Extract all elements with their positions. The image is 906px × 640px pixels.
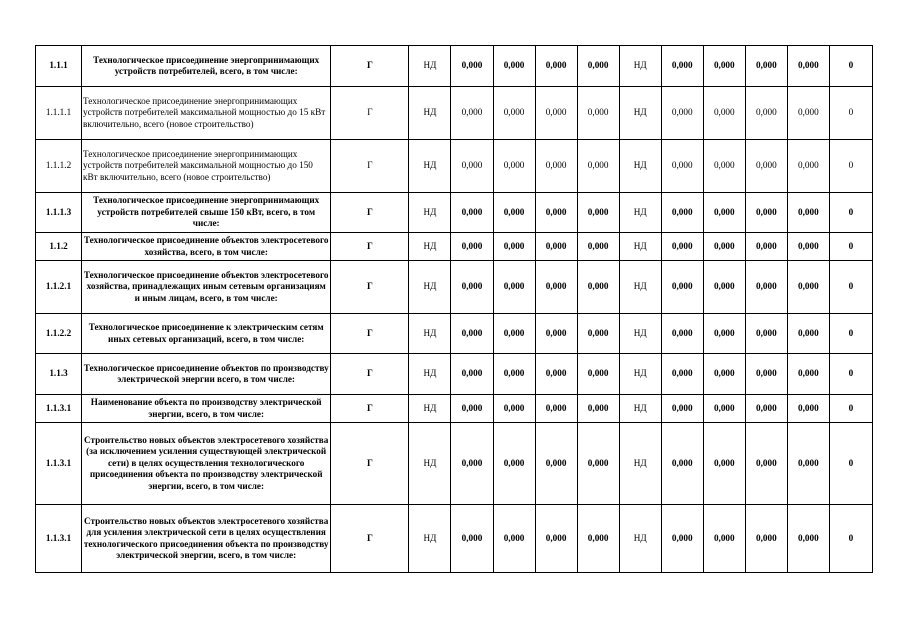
- row-value: 0,000: [661, 354, 703, 395]
- row-total: 0: [829, 87, 872, 140]
- row-value: 0,000: [787, 87, 829, 140]
- row-nd: НД: [619, 233, 661, 261]
- row-value: 0,000: [703, 87, 745, 140]
- table-row: [36, 46, 873, 87]
- row-nd: НД: [619, 354, 661, 395]
- row-value: 0,000: [577, 87, 619, 140]
- row-value: 0,000: [787, 233, 829, 261]
- row-value: 0,000: [577, 314, 619, 354]
- row-nd: НД: [409, 395, 451, 423]
- row-value: 0,000: [661, 140, 703, 193]
- row-value: 0,000: [703, 423, 745, 505]
- row-type: Г: [331, 193, 409, 233]
- row-nd: НД: [409, 505, 451, 573]
- row-value: 0,000: [577, 140, 619, 193]
- row-value: 0,000: [577, 193, 619, 233]
- row-nd: НД: [619, 87, 661, 140]
- row-value: 0,000: [493, 261, 535, 314]
- row-type: Г: [331, 261, 409, 314]
- row-type: Г: [331, 46, 409, 87]
- row-value: 0,000: [703, 233, 745, 261]
- row-total: 0: [829, 261, 872, 314]
- row-value: 0,000: [451, 354, 493, 395]
- row-type: Г: [331, 354, 409, 395]
- row-nd: НД: [619, 314, 661, 354]
- row-value: 0,000: [493, 193, 535, 233]
- row-value: 0,000: [451, 140, 493, 193]
- row-nd: НД: [409, 354, 451, 395]
- row-value: 0,000: [745, 423, 787, 505]
- row-value: 0,000: [745, 395, 787, 423]
- row-value: 0,000: [493, 314, 535, 354]
- row-value: 0,000: [493, 423, 535, 505]
- table-row: [36, 423, 873, 505]
- row-code: 1.1.1.1: [36, 87, 82, 140]
- table-row: [36, 140, 873, 193]
- row-type: Г: [331, 423, 409, 505]
- row-nd: НД: [619, 395, 661, 423]
- row-nd: НД: [409, 233, 451, 261]
- row-nd: НД: [409, 261, 451, 314]
- row-nd: НД: [619, 261, 661, 314]
- row-value: 0,000: [577, 423, 619, 505]
- row-nd: НД: [409, 423, 451, 505]
- row-nd: НД: [409, 193, 451, 233]
- table-row: [36, 233, 873, 261]
- row-value: 0,000: [577, 233, 619, 261]
- row-value: 0,000: [451, 233, 493, 261]
- row-type: Г: [331, 140, 409, 193]
- row-value: 0,000: [661, 314, 703, 354]
- row-value: 0,000: [703, 505, 745, 573]
- row-value: 0,000: [451, 505, 493, 573]
- row-value: 0,000: [535, 354, 577, 395]
- row-total: 0: [829, 314, 872, 354]
- row-nd: НД: [619, 423, 661, 505]
- row-value: 0,000: [661, 193, 703, 233]
- row-value: 0,000: [787, 140, 829, 193]
- row-nd: НД: [619, 193, 661, 233]
- row-value: 0,000: [745, 314, 787, 354]
- row-code: 1.1.3: [36, 354, 82, 395]
- row-value: 0,000: [493, 46, 535, 87]
- row-value: 0,000: [745, 193, 787, 233]
- row-value: 0,000: [703, 46, 745, 87]
- row-value: 0,000: [787, 395, 829, 423]
- row-value: 0,000: [787, 423, 829, 505]
- row-value: 0,000: [451, 87, 493, 140]
- row-value: 0,000: [451, 395, 493, 423]
- row-name: Строительство новых объектов электросетевого хозяйства для усиления электрической сети в целях осуществления технологического присоединения объекта по производству электрической энергии, всего, в том числе:: [82, 505, 331, 573]
- table-row: [36, 314, 873, 354]
- row-value: 0,000: [745, 233, 787, 261]
- row-name: Технологическое присоединение объектов электросетевого хозяйства, всего, в том числе:: [82, 233, 331, 261]
- row-value: 0,000: [703, 261, 745, 314]
- row-value: 0,000: [787, 193, 829, 233]
- row-total: 0: [829, 423, 872, 505]
- table-body: [36, 46, 873, 573]
- row-code: 1.1.2: [36, 233, 82, 261]
- row-value: 0,000: [703, 193, 745, 233]
- row-value: 0,000: [535, 193, 577, 233]
- row-name: Наименование объекта по производству электрической энергии, всего, в том числе:: [82, 395, 331, 423]
- row-nd: НД: [409, 46, 451, 87]
- row-value: 0,000: [745, 87, 787, 140]
- table-row: [36, 354, 873, 395]
- row-value: 0,000: [451, 423, 493, 505]
- row-value: 0,000: [661, 46, 703, 87]
- row-value: 0,000: [661, 395, 703, 423]
- row-value: 0,000: [787, 354, 829, 395]
- row-total: 0: [829, 140, 872, 193]
- row-value: 0,000: [493, 354, 535, 395]
- row-value: 0,000: [535, 140, 577, 193]
- row-value: 0,000: [703, 354, 745, 395]
- row-total: 0: [829, 193, 872, 233]
- row-value: 0,000: [745, 140, 787, 193]
- row-name: Технологическое присоединение энергопринимающих устройств потребителей свыше 150 кВт, всего, в том числе:: [82, 193, 331, 233]
- row-code: 1.1.1: [36, 46, 82, 87]
- row-name: Технологическое присоединение энергопринимающих устройств потребителей максимальной мощностью до 15 кВт включительно, всего (новое строительство): [82, 87, 331, 140]
- row-total: 0: [829, 505, 872, 573]
- row-value: 0,000: [661, 233, 703, 261]
- row-nd: НД: [409, 87, 451, 140]
- investment-table: [35, 45, 873, 573]
- row-value: 0,000: [451, 314, 493, 354]
- row-value: 0,000: [787, 505, 829, 573]
- row-total: 0: [829, 395, 872, 423]
- table-row: [36, 505, 873, 573]
- row-value: 0,000: [493, 395, 535, 423]
- row-nd: НД: [619, 46, 661, 87]
- row-value: 0,000: [451, 261, 493, 314]
- row-value: 0,000: [493, 505, 535, 573]
- row-value: 0,000: [493, 140, 535, 193]
- row-value: 0,000: [787, 314, 829, 354]
- row-name: Технологическое присоединение энергопринимающих устройств потребителей, всего, в том числе:: [82, 46, 331, 87]
- row-code: 1.1.1.3: [36, 193, 82, 233]
- row-value: 0,000: [745, 505, 787, 573]
- row-nd: НД: [409, 140, 451, 193]
- row-value: 0,000: [451, 46, 493, 87]
- row-value: 0,000: [745, 46, 787, 87]
- table-row: [36, 193, 873, 233]
- row-value: 0,000: [535, 46, 577, 87]
- row-value: 0,000: [703, 395, 745, 423]
- row-name: Технологическое присоединение объектов по производству электрической энергии всего, в том числе:: [82, 354, 331, 395]
- row-value: 0,000: [535, 505, 577, 573]
- row-name: Строительство новых объектов электросетевого хозяйства (за исключением усиления существующей электрической сети) в целях осуществления технологического присоединения объекта по производству электрической энергии, всего, в том числе:: [82, 423, 331, 505]
- row-value: 0,000: [577, 354, 619, 395]
- row-value: 0,000: [703, 140, 745, 193]
- row-value: 0,000: [577, 261, 619, 314]
- row-value: 0,000: [577, 505, 619, 573]
- row-value: 0,000: [451, 193, 493, 233]
- row-type: Г: [331, 505, 409, 573]
- row-value: 0,000: [535, 395, 577, 423]
- row-value: 0,000: [493, 87, 535, 140]
- row-value: 0,000: [661, 423, 703, 505]
- row-value: 0,000: [577, 395, 619, 423]
- table-row: [36, 395, 873, 423]
- row-code: 1.1.1.2: [36, 140, 82, 193]
- row-value: 0,000: [577, 46, 619, 87]
- row-type: Г: [331, 314, 409, 354]
- row-type: Г: [331, 87, 409, 140]
- row-value: 0,000: [535, 423, 577, 505]
- row-value: 0,000: [535, 314, 577, 354]
- row-type: Г: [331, 233, 409, 261]
- row-value: 0,000: [787, 261, 829, 314]
- row-value: 0,000: [787, 46, 829, 87]
- row-code: 1.1.3.1: [36, 395, 82, 423]
- row-value: 0,000: [535, 233, 577, 261]
- table-row: [36, 87, 873, 140]
- row-nd: НД: [619, 505, 661, 573]
- row-total: 0: [829, 46, 872, 87]
- row-value: 0,000: [493, 233, 535, 261]
- row-value: 0,000: [535, 87, 577, 140]
- row-value: 0,000: [661, 87, 703, 140]
- row-name: Технологическое присоединение объектов электросетевого хозяйства, принадлежащих иным сетевым организациям и иным лицам, всего, в том числе:: [82, 261, 331, 314]
- row-code: 1.1.2.1: [36, 261, 82, 314]
- row-value: 0,000: [661, 261, 703, 314]
- table-row: [36, 261, 873, 314]
- row-nd: НД: [619, 140, 661, 193]
- row-code: 1.1.3.1: [36, 423, 82, 505]
- row-total: 0: [829, 354, 872, 395]
- row-total: 0: [829, 233, 872, 261]
- row-type: Г: [331, 395, 409, 423]
- row-value: 0,000: [703, 314, 745, 354]
- row-name: Технологическое присоединение энергопринимающих устройств потребителей максимальной мощностью до 150 кВт включительно, всего (новое строительство): [82, 140, 331, 193]
- row-code: 1.1.3.1: [36, 505, 82, 573]
- row-value: 0,000: [745, 261, 787, 314]
- row-value: 0,000: [745, 354, 787, 395]
- row-value: 0,000: [661, 505, 703, 573]
- row-code: 1.1.2.2: [36, 314, 82, 354]
- row-name: Технологическое присоединение к электрическим сетям иных сетевых организаций, всего, в том числе:: [82, 314, 331, 354]
- row-value: 0,000: [535, 261, 577, 314]
- row-nd: НД: [409, 314, 451, 354]
